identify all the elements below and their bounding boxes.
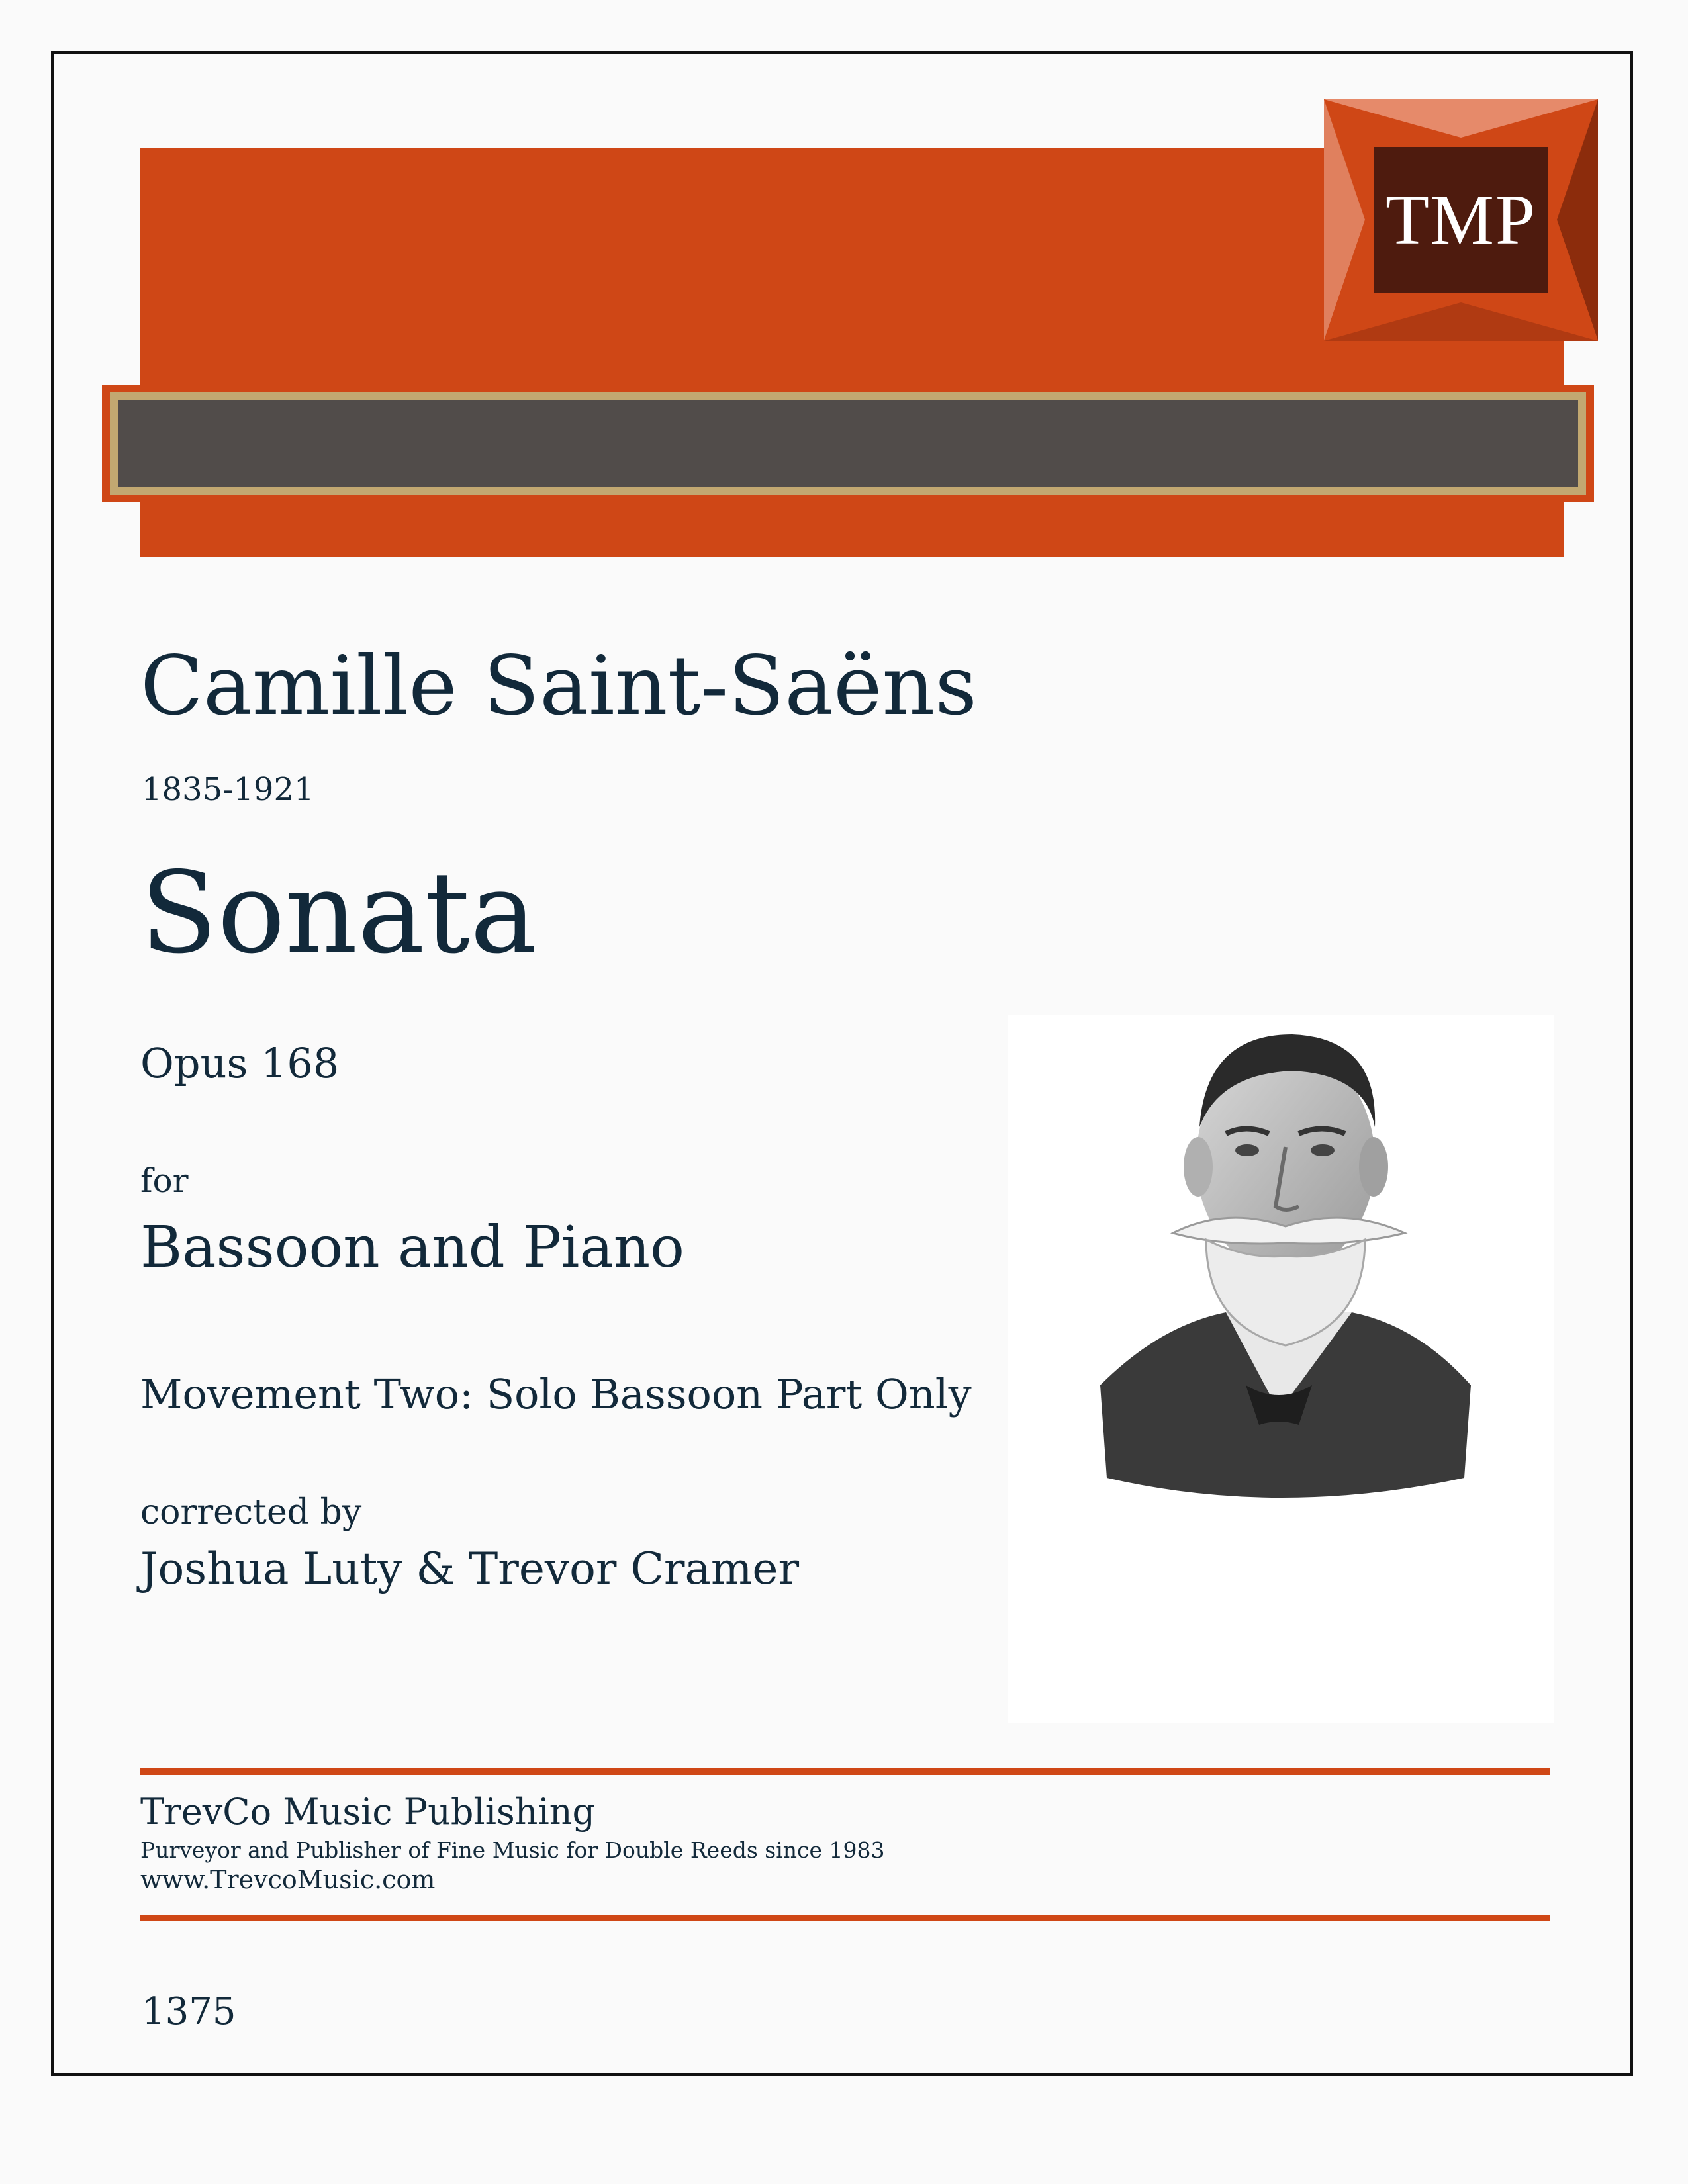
work-title: Sonata — [140, 848, 538, 979]
logo-text: TMP — [1374, 147, 1548, 293]
footer-rule-top — [140, 1768, 1550, 1775]
tmp-logo — [1324, 99, 1598, 341]
publisher-name: TrevCo Music Publishing — [140, 1791, 596, 1833]
catalog-number: 1375 — [142, 1990, 236, 2033]
footer-rule-bottom — [140, 1915, 1550, 1921]
opus-number: Opus 168 — [140, 1039, 340, 1087]
header-bar — [118, 400, 1578, 487]
instrumentation: Bassoon and Piano — [140, 1214, 684, 1281]
composer-name: Camille Saint-Saëns — [140, 639, 978, 734]
corrected-by-label: corrected by — [140, 1492, 362, 1532]
composer-portrait-icon — [1008, 1015, 1554, 1723]
publisher-tagline: Purveyor and Publisher of Fine Music for Double Reeds since 1983 — [140, 1837, 885, 1863]
logo-face — [1365, 138, 1557, 302]
publisher-url[interactable]: www.TrevcoMusic.com — [140, 1865, 436, 1894]
for-label: for — [140, 1161, 189, 1200]
composer-portrait — [1008, 1015, 1554, 1723]
logo-bevel-bottom — [1324, 302, 1598, 341]
composer-years: 1835-1921 — [142, 771, 314, 808]
correctors: Joshua Luty & Trevor Cramer — [140, 1543, 800, 1594]
edition-note: Movement Two: Solo Bassoon Part Only — [140, 1370, 972, 1418]
